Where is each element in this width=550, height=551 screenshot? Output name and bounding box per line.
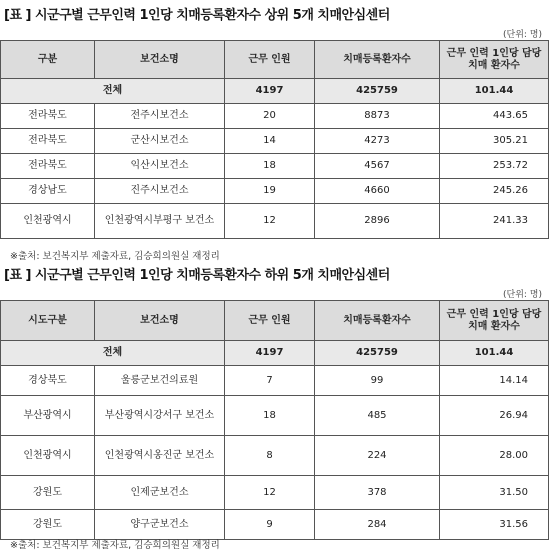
center-cell: 익산시보건소 <box>95 154 225 179</box>
table2-total-staff: 4197 <box>225 341 315 366</box>
table1-total-label: 전체 <box>1 79 225 104</box>
staff-cell: 8 <box>225 436 315 476</box>
region-cell: 부산광역시 <box>1 396 95 436</box>
center-cell: 인천광역시부평구 보건소 <box>95 204 225 239</box>
staff-cell: 7 <box>225 366 315 396</box>
table2-source: ※출처: 보건복지부 제출자료, 김승희의원실 재정리 <box>10 540 220 551</box>
center-cell: 인천광역시옹진군 보건소 <box>95 436 225 476</box>
center-cell: 양구군보건소 <box>95 510 225 540</box>
table1-total-ratio: 101.44 <box>440 79 549 104</box>
table2-title: [표 ] 시군구별 근무인력 1인당 치매등록환자수 하위 5개 치매안심센터 <box>4 268 390 283</box>
table1-header-patients: 치매등록환자수 <box>315 41 440 79</box>
patients-cell: 4273 <box>315 129 440 154</box>
staff-cell: 20 <box>225 104 315 129</box>
staff-cell: 18 <box>225 154 315 179</box>
table-row <box>1 129 549 154</box>
center-cell: 울릉군보건의료원 <box>95 366 225 396</box>
staff-cell: 12 <box>225 204 315 239</box>
patients-cell: 485 <box>315 396 440 436</box>
staff-cell: 18 <box>225 396 315 436</box>
table2-total-label: 전체 <box>1 341 225 366</box>
patients-cell: 8873 <box>315 104 440 129</box>
table1 <box>0 40 549 239</box>
staff-cell: 12 <box>225 476 315 510</box>
center-cell: 전주시보건소 <box>95 104 225 129</box>
table-row <box>1 179 549 204</box>
staff-cell: 9 <box>225 510 315 540</box>
table-row <box>1 154 549 179</box>
region-cell: 강원도 <box>1 476 95 510</box>
table1-header-ratio: 근무 인력 1인당 담당 치매 환자수 <box>440 41 549 79</box>
table1-title: [표 ] 시군구별 근무인력 1인당 치매등록환자수 상위 5개 치매안심센터 <box>4 8 390 23</box>
ratio-cell: 26.94 <box>440 396 549 436</box>
region-cell: 전라북도 <box>1 154 95 179</box>
table-row <box>1 104 549 129</box>
table2-header-ratio: 근무 인력 1인당 담당 치매 환자수 <box>440 301 549 341</box>
staff-cell: 19 <box>225 179 315 204</box>
table1-header-center: 보건소명 <box>95 41 225 79</box>
region-cell: 인천광역시 <box>1 204 95 239</box>
table1-total-staff: 4197 <box>225 79 315 104</box>
table-row <box>1 396 549 436</box>
center-cell: 진주시보건소 <box>95 179 225 204</box>
table1-total-row <box>1 79 549 104</box>
ratio-cell: 31.56 <box>440 510 549 540</box>
patients-cell: 378 <box>315 476 440 510</box>
ratio-cell: 31.50 <box>440 476 549 510</box>
table-row <box>1 510 549 540</box>
table2-total-patients: 425759 <box>315 341 440 366</box>
table2-unit: (단위: 명) <box>503 290 542 300</box>
table1-unit: (단위: 명) <box>503 30 542 40</box>
table2-total-ratio: 101.44 <box>440 341 549 366</box>
table-row <box>1 366 549 396</box>
table1-total-patients: 425759 <box>315 79 440 104</box>
table1-header-region: 구분 <box>1 41 95 79</box>
ratio-cell: 14.14 <box>440 366 549 396</box>
ratio-cell: 245.26 <box>440 179 549 204</box>
ratio-cell: 305.21 <box>440 129 549 154</box>
ratio-cell: 241.33 <box>440 204 549 239</box>
region-cell: 강원도 <box>1 510 95 540</box>
table2-header-row <box>1 301 549 341</box>
patients-cell: 224 <box>315 436 440 476</box>
table2-header-center: 보건소명 <box>95 301 225 341</box>
region-cell: 경상북도 <box>1 366 95 396</box>
center-cell: 군산시보건소 <box>95 129 225 154</box>
table2-header-region: 시도구분 <box>1 301 95 341</box>
center-cell: 인제군보건소 <box>95 476 225 510</box>
table-row <box>1 204 549 239</box>
table2-total-row <box>1 341 549 366</box>
table2-header-patients: 치매등록환자수 <box>315 301 440 341</box>
table1-header-row <box>1 41 549 79</box>
table1-header-staff: 근무 인원 <box>225 41 315 79</box>
table2 <box>0 300 549 540</box>
table1-source: ※출처: 보건복지부 제출자료, 김승희의원실 재정리 <box>10 251 220 262</box>
table-row <box>1 436 549 476</box>
ratio-cell: 253.72 <box>440 154 549 179</box>
table-row <box>1 476 549 510</box>
ratio-cell: 443.65 <box>440 104 549 129</box>
region-cell: 전라북도 <box>1 129 95 154</box>
region-cell: 인천광역시 <box>1 436 95 476</box>
patients-cell: 4567 <box>315 154 440 179</box>
center-cell: 부산광역시강서구 보건소 <box>95 396 225 436</box>
patients-cell: 4660 <box>315 179 440 204</box>
patients-cell: 284 <box>315 510 440 540</box>
table2-header-staff: 근무 인원 <box>225 301 315 341</box>
staff-cell: 14 <box>225 129 315 154</box>
region-cell: 전라북도 <box>1 104 95 129</box>
region-cell: 경상남도 <box>1 179 95 204</box>
patients-cell: 2896 <box>315 204 440 239</box>
patients-cell: 99 <box>315 366 440 396</box>
ratio-cell: 28.00 <box>440 436 549 476</box>
